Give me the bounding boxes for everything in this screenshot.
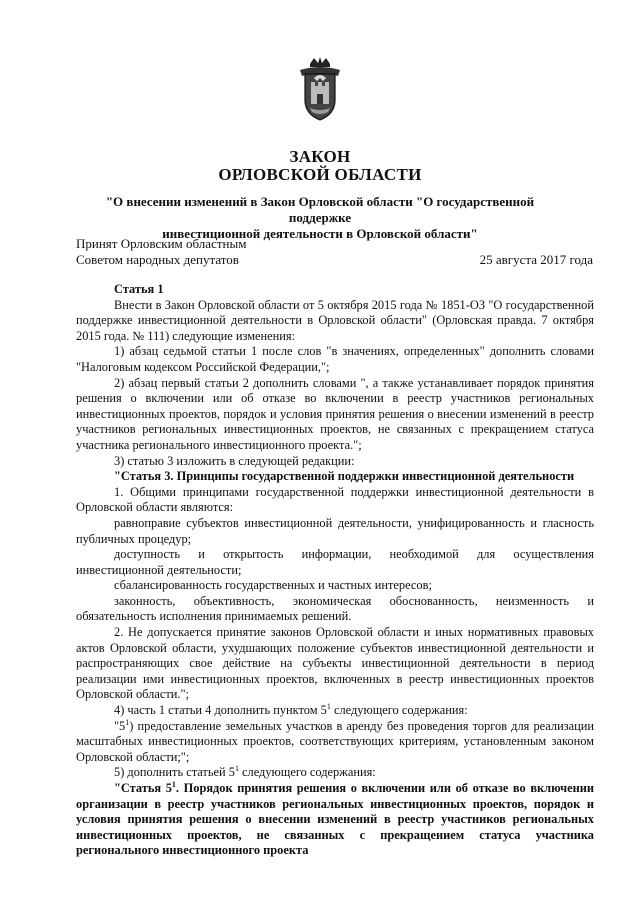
text-part: . Порядок принятия решения о включении или об отказе во включении организации в реестр участников региональных инвестиционных проектов, порядок и условия принятия решения о внесении изменений в реестр участников региональных инвестиционных проектов, не связанных с прекращением статуса участника регионального инвестиционного проекта: [76, 781, 594, 858]
quoted-item: [76, 719, 594, 766]
adoption-line: Принят Орловским областным: [76, 236, 247, 251]
principle-item: законность, объективность, экономическая обоснованность, неизменность и обязательность исполнения принимаемых решений.: [76, 593, 594, 624]
amendment-item: [76, 765, 594, 781]
quoted-article-heading: [76, 781, 594, 859]
principle-item: равноправие субъектов инвестиционной деятельности, унифицированность и гласность публичных процедур;: [76, 515, 594, 546]
text-part: "5: [114, 718, 126, 733]
quoted-article-heading: "Статья 3. Принципы государственной поддержки инвестиционной деятельности: [114, 469, 575, 484]
text-part: следующего содержания:: [330, 703, 468, 718]
adoption-line: Советом народных депутатов: [76, 252, 239, 267]
subtitle-line: "О внесении изменений в Закон Орловской области "О государственной поддержке: [105, 194, 535, 225]
principle-item: доступность и открытость информации, необходимой для осуществления инвестиционной деятельности;: [76, 547, 594, 577]
text-part: следующего содержания:: [238, 765, 376, 780]
article-intro: Внести в Закон Орловской области от 5 октября 2015 года № 1851-ОЗ "О государственной поддержке инвестиционной деятельности в Орловской области" (Орловская правда. 7 октября 2015 года. № 111) следующие изменения:: [76, 297, 594, 343]
article-heading: Статья 1: [114, 282, 164, 296]
region-title: ОРЛОВСКОЙ ОБЛАСТИ: [218, 165, 422, 184]
superscript: 1: [125, 717, 130, 727]
law-title: ЗАКОН: [289, 147, 351, 166]
subtitle-line: инвестиционной деятельности в Орловской области": [162, 226, 478, 241]
law-body: [76, 282, 594, 859]
superscript: 1: [171, 779, 176, 789]
amendment-item: 1) абзац седьмой статьи 1 после слов "в значениях, определенных" дополнить словами "Налоговым кодексом Российской Федерации,";: [76, 344, 594, 374]
adoption-info: [76, 236, 246, 268]
paragraph: 1. Общими принципами государственной поддержки инвестиционной деятельности в Орловской области являются:: [76, 484, 594, 515]
coat-of-arms-icon: [296, 56, 344, 122]
adoption-date: 25 августа 2017 года: [479, 252, 593, 267]
text-part: ) предоставление земельных участков в аренду без проведения торгов для реализации масштабных инвестиционных проектов, соответствующих критериям, установленным законом Орловской области;";: [76, 718, 594, 764]
superscript: 1: [326, 701, 331, 711]
superscript: 1: [234, 764, 239, 774]
text-part: 4) часть 1 статьи 4 дополнить пунктом 5: [114, 703, 327, 718]
amendment-item: 2) абзац первый статьи 2 дополнить словами ", а также устанавливает порядок принятия решения о включении или об отказе во включении в реестр участников региональных инвестиционных проектов, порядок и условия принятия решения о внесении изменений в реестр участников региональных инвестиционных проектов, не связанных с прекращением статуса участника регионального инвестиционного проекта.";: [76, 375, 594, 452]
amendment-item: [76, 703, 594, 719]
amendment-item: 3) статью 3 изложить в следующей редакции:: [114, 453, 355, 468]
text-part: 5) дополнить статьей 5: [114, 765, 235, 780]
text-part: "Статья 5: [114, 781, 172, 795]
paragraph: 2. Не допускается принятие законов Орловской области и иных нормативных правовых актов Орловской области, ухудшающих положение субъектов инвестиционной деятельности и распространяющих свое действие на субъекты инвестиционной деятельности в период реализации ими инвестиционных проектов, включенных в реестр инвестиционных проектов Орловской области.";: [76, 625, 594, 702]
law-subtitle: [85, 194, 555, 242]
principle-item: сбалансированность государственных и частных интересов;: [114, 578, 432, 593]
